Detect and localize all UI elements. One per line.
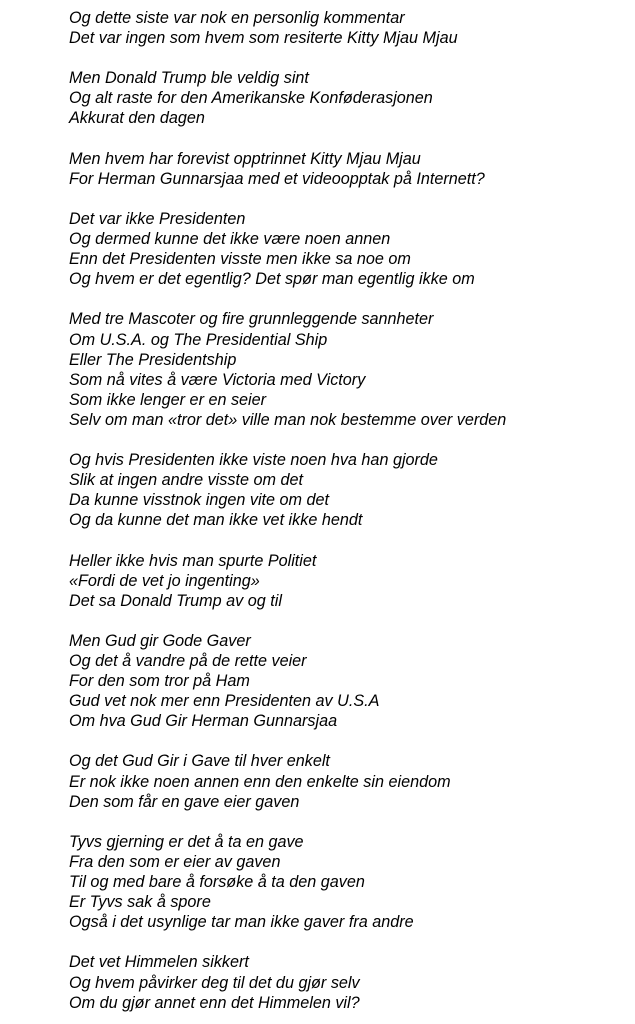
poem-line: Gud vet nok mer enn Presidenten av U.S.A: [69, 692, 380, 711]
poem-line: Og alt raste for den Amerikanske Konføderasjonen: [69, 89, 433, 108]
stanza: [69, 631, 629, 731]
poem-line: Tyvs gjerning er det å ta en gave: [69, 832, 304, 851]
poem-line: For den som tror på Ham: [69, 672, 250, 691]
poem-line: Det var ingen som hvem som resiterte Kitty Mjau Mjau: [69, 29, 458, 48]
poem-line: Og dermed kunne det ikke være noen annen: [69, 230, 391, 249]
poem-line: Akkurat den dagen: [69, 109, 205, 128]
poem-line: Det var ikke Presidenten: [69, 209, 246, 228]
poem-line: Fra den som er eier av gaven: [69, 852, 281, 871]
stanza: [69, 832, 629, 932]
poem-line: Om du gjør annet enn det Himmelen vil?: [69, 993, 360, 1012]
poem-line: Enn det Presidenten visste men ikke sa noe om: [69, 250, 411, 269]
stanza: [69, 68, 629, 128]
poem-line: Selv om man «tror det» ville man nok bestemme over verden: [69, 410, 507, 429]
stanza: [69, 751, 629, 811]
poem-line: Om hva Gud Gir Herman Gunnarsjaa: [69, 712, 338, 731]
stanza: [69, 309, 629, 430]
stanza: [69, 8, 629, 48]
poem-line: Men hvem har forevist opptrinnet Kitty Mjau Mjau: [69, 149, 421, 168]
poem-line: Også i det usynlige tar man ikke gaver fra andre: [69, 913, 414, 932]
poem-line: Og hvem er det egentlig? Det spør man egentlig ikke om: [69, 270, 475, 289]
poem-line: Om U.S.A. og The Presidential Ship: [69, 330, 328, 349]
poem-line: Slik at ingen andre visste om det: [69, 471, 303, 490]
poem-line: Og det å vandre på de rette veier: [69, 652, 307, 670]
poem-line: Det sa Donald Trump av og til: [69, 591, 282, 610]
stanza: [69, 149, 629, 189]
poem-line: Og hvis Presidenten ikke viste noen hva han gjorde: [69, 451, 438, 470]
poem-line: Det vet Himmelen sikkert: [69, 953, 249, 972]
poem-line: Da kunne visstnok ingen vite om det: [69, 491, 330, 510]
poem-line: Eller The Presidentship: [69, 350, 237, 369]
poem-line: Og det Gud Gir i Gave til hver enkelt: [69, 752, 330, 771]
poem-line: Som ikke lenger er en seier: [69, 390, 267, 409]
poem-line: Som nå vites å være Victoria med Victory: [69, 370, 366, 389]
poem-line: Er Tyvs sak å spore: [69, 893, 211, 912]
poem-text: [69, 8, 629, 1013]
poem-line: Er nok ikke noen annen enn den enkelte sin eiendom: [69, 772, 451, 791]
poem-line: For Herman Gunnarsjaa med et videoopptak på Internett?: [69, 169, 485, 188]
poem-line: Den som får en gave eier gaven: [69, 792, 300, 811]
poem-line: Men Gud gir Gode Gaver: [69, 631, 251, 650]
poem-line: Og dette siste var nok en personlig kommentar: [69, 9, 405, 27]
poem-line: Heller ikke hvis man spurte Politiet: [69, 551, 317, 570]
poem-line: Og hvem påvirker deg til det du gjør selv: [69, 973, 360, 992]
poem-line: Til og med bare å forsøke å ta den gaven: [69, 873, 365, 892]
poem-line: «Fordi de vet jo ingenting»: [69, 571, 260, 590]
poem-line: Og da kunne det man ikke vet ikke hendt: [69, 511, 363, 530]
stanza: [69, 551, 629, 611]
stanza: [69, 209, 629, 289]
poem-line: Men Donald Trump ble veldig sint: [69, 69, 309, 88]
stanza: [69, 450, 629, 530]
poem-line: Med tre Mascoter og fire grunnleggende sannheter: [69, 310, 434, 329]
stanza: [69, 952, 629, 1012]
